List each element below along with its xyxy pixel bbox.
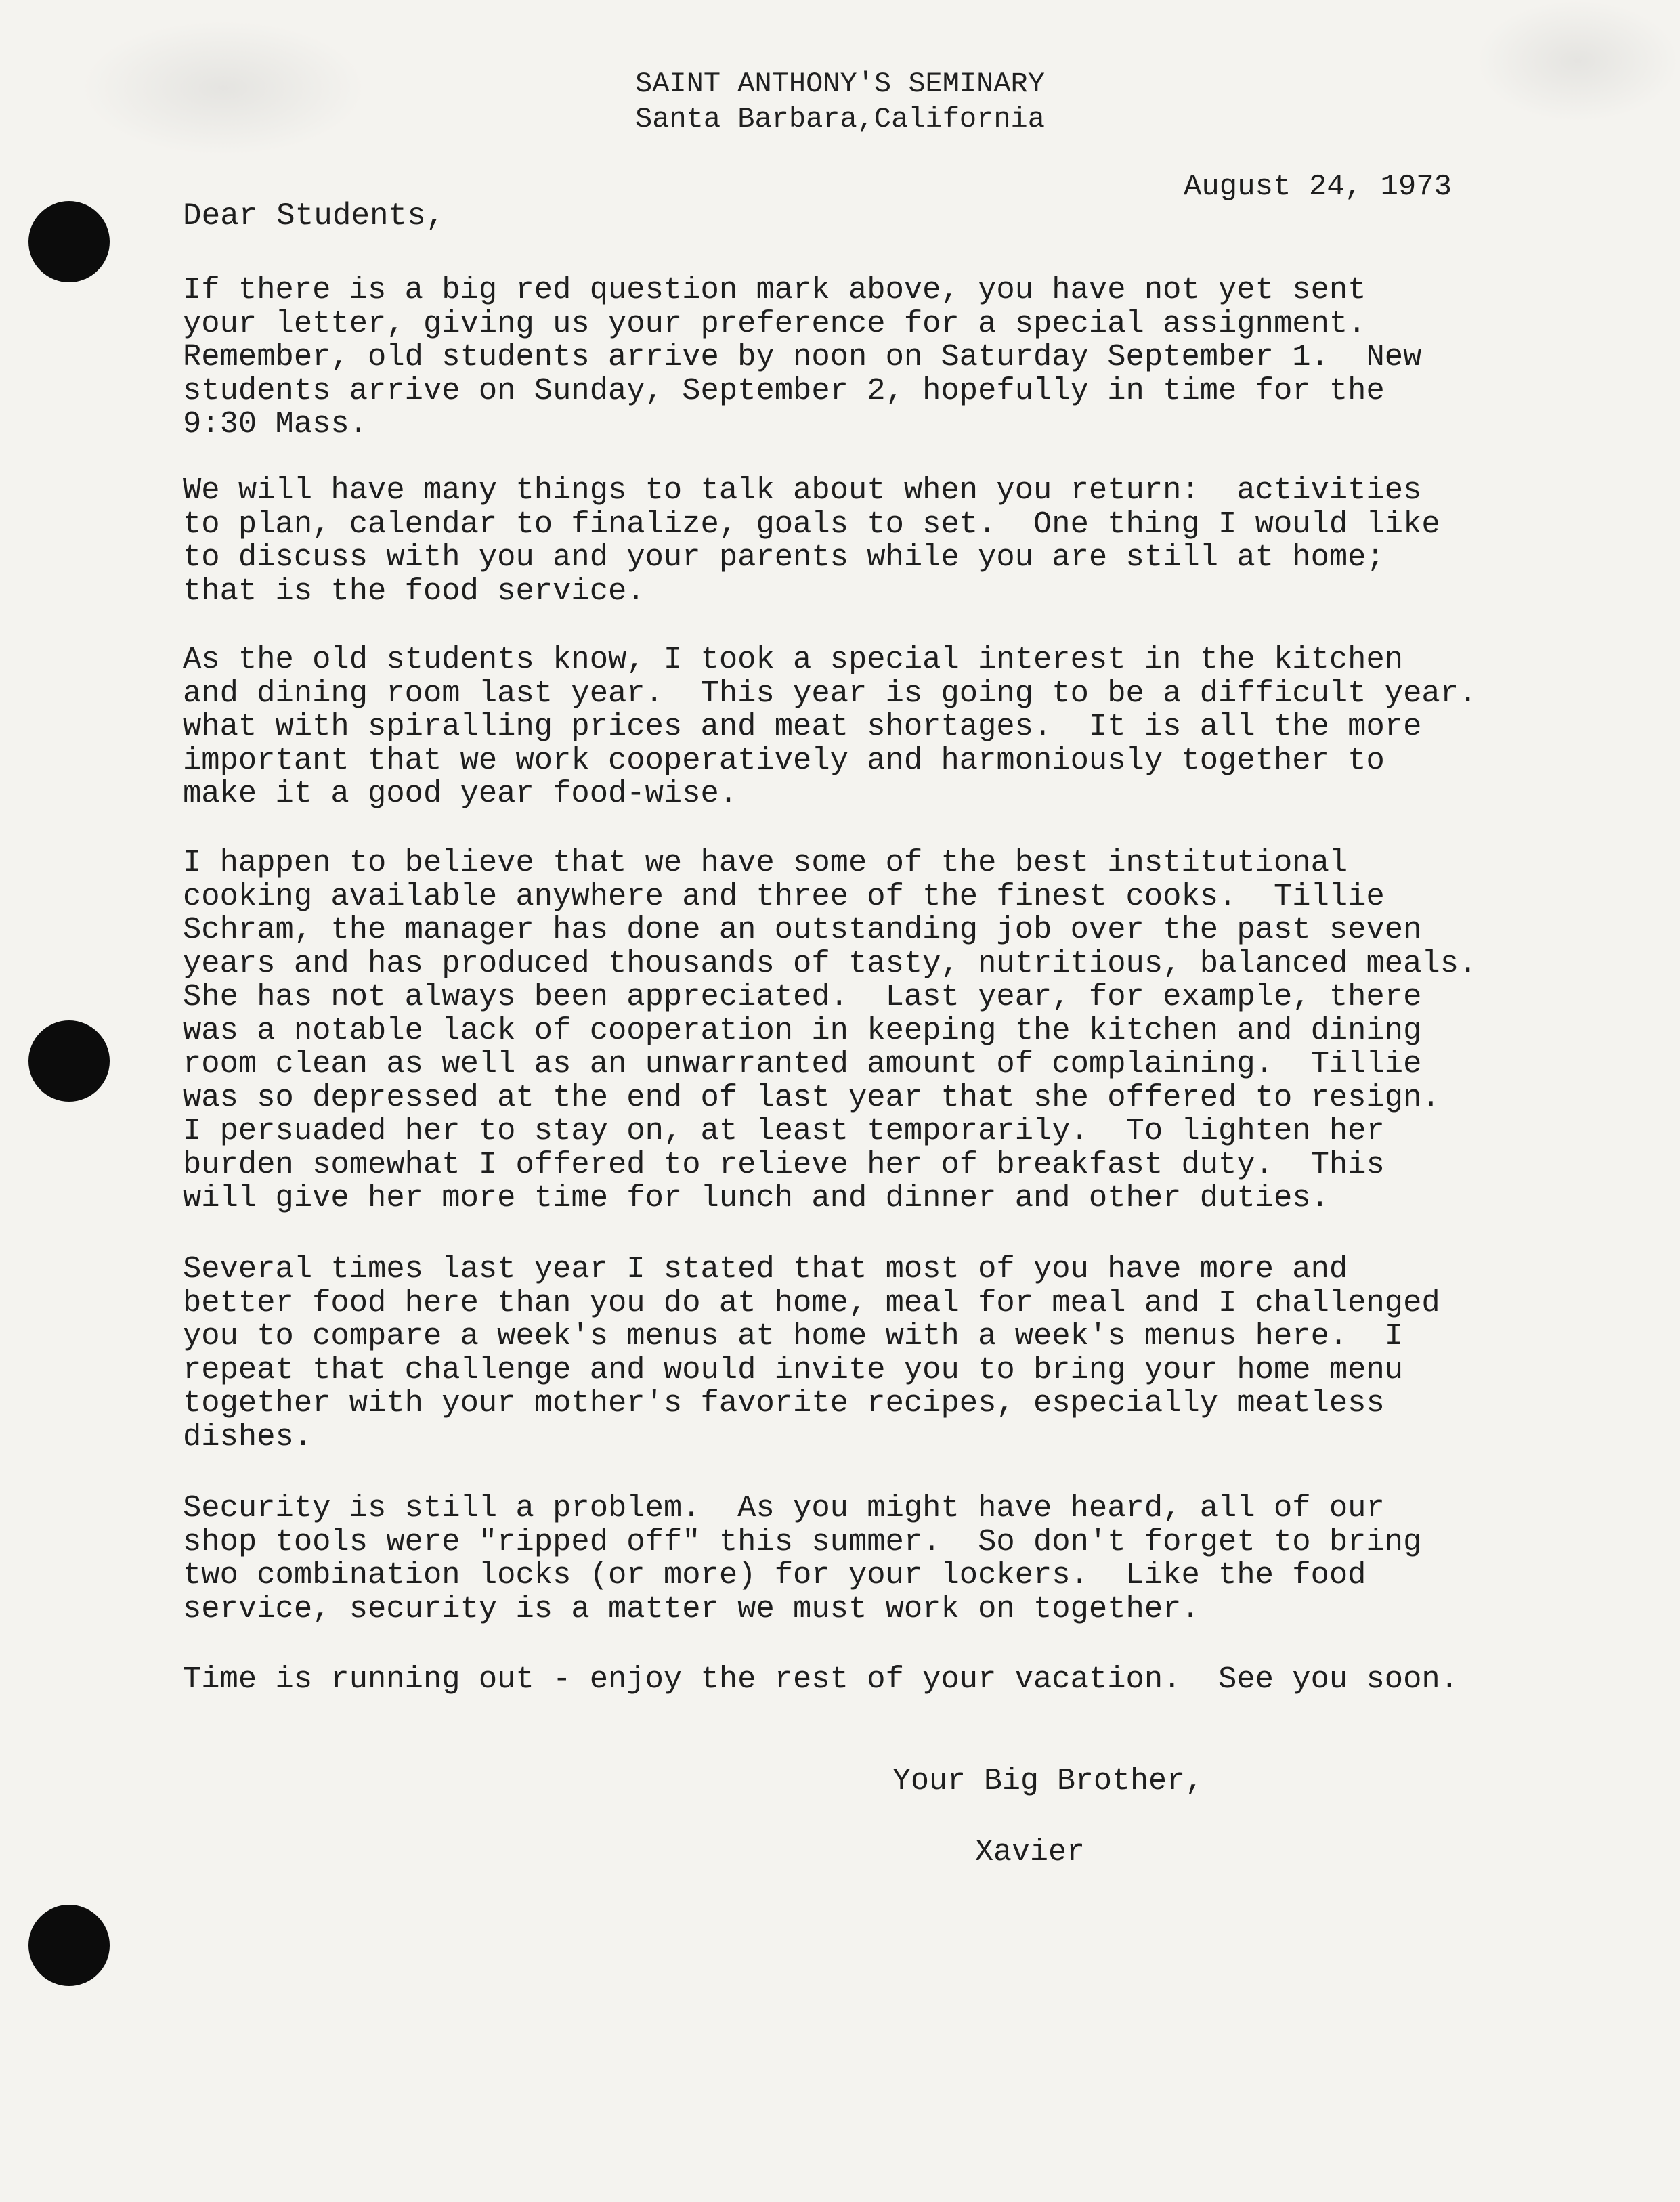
punch-hole-bottom [28, 1905, 110, 1986]
paragraph-menus: Several times last year I stated that most of you have more and better food here than you do at home, meal for meal and I challenged you to compare a week's menus at home with a week's menus here. I repeat that challenge and would invite you to bring your home menu together with your mother's favorite recipes, especially meatless dishes. [183, 1251, 1440, 1454]
letter-date: August 24, 1973 [1184, 170, 1452, 204]
punch-hole-top [28, 201, 110, 282]
paragraph-farewell: Time is running out - enjoy the rest of your vacation. See you soon. [183, 1662, 1459, 1697]
paragraph-security: Security is still a problem. As you might have heard, all of our shop tools were "ripped off" this summer. So don't forget to bring two combination locks (or more) for your lockers. Like the food service, security is a matter we must work on together. [183, 1490, 1422, 1626]
valediction: Your Big Brother, [892, 1764, 1204, 1798]
signature: Xavier [975, 1835, 1085, 1870]
paragraph-topics: We will have many things to talk about when you return: activities to plan, calendar to finalize, goals to set. One thing I would like to discuss with you and your parents while you are still at home; that is the food service. [183, 473, 1440, 609]
salutation: Dear Students, [183, 198, 445, 234]
letterhead-institution: SAINT ANTHONY'S SEMINARY [635, 68, 1045, 100]
paragraph-arrival: If there is a big red question mark above, you have not yet sent your letter, giving us your preference for a special assignment. Remember, old students arrive by noon on Saturday September 1. New students arrive on Sunday, September 2, hopefully in time for the 9:30 Mass. [183, 272, 1422, 441]
paragraph-cooks: I happen to believe that we have some of the best institutional cooking available anywhere and three of the finest cooks. Tillie Schram, the manager has done an outstanding job over the past seven years and has produced thousands of tasty, nutritious, balanced meals. She has not always been appreciated. Last year, for example, there was a notable lack of cooperation in keeping the kitchen and dining room clean as well as an unwarranted amount of complaining. Tillie was so depressed at the end of last year that she offered to resign. I persuaded her to stay on, at least temporarily. To lighten her burden somewhat I offered to relieve her of breakfast duty. This will give her more time for lunch and dinner and other duties. [183, 845, 1478, 1215]
paragraph-kitchen: As the old students know, I took a special interest in the kitchen and dining room last year. This year is going to be a difficult year. what with spiralling prices and meat shortages. It is all the more important that we work cooperatively and harmoniously together to make it a good year food-wise. [183, 642, 1478, 811]
letterhead-location: Santa Barbara,California [635, 103, 1045, 135]
punch-hole-middle [28, 1020, 110, 1102]
